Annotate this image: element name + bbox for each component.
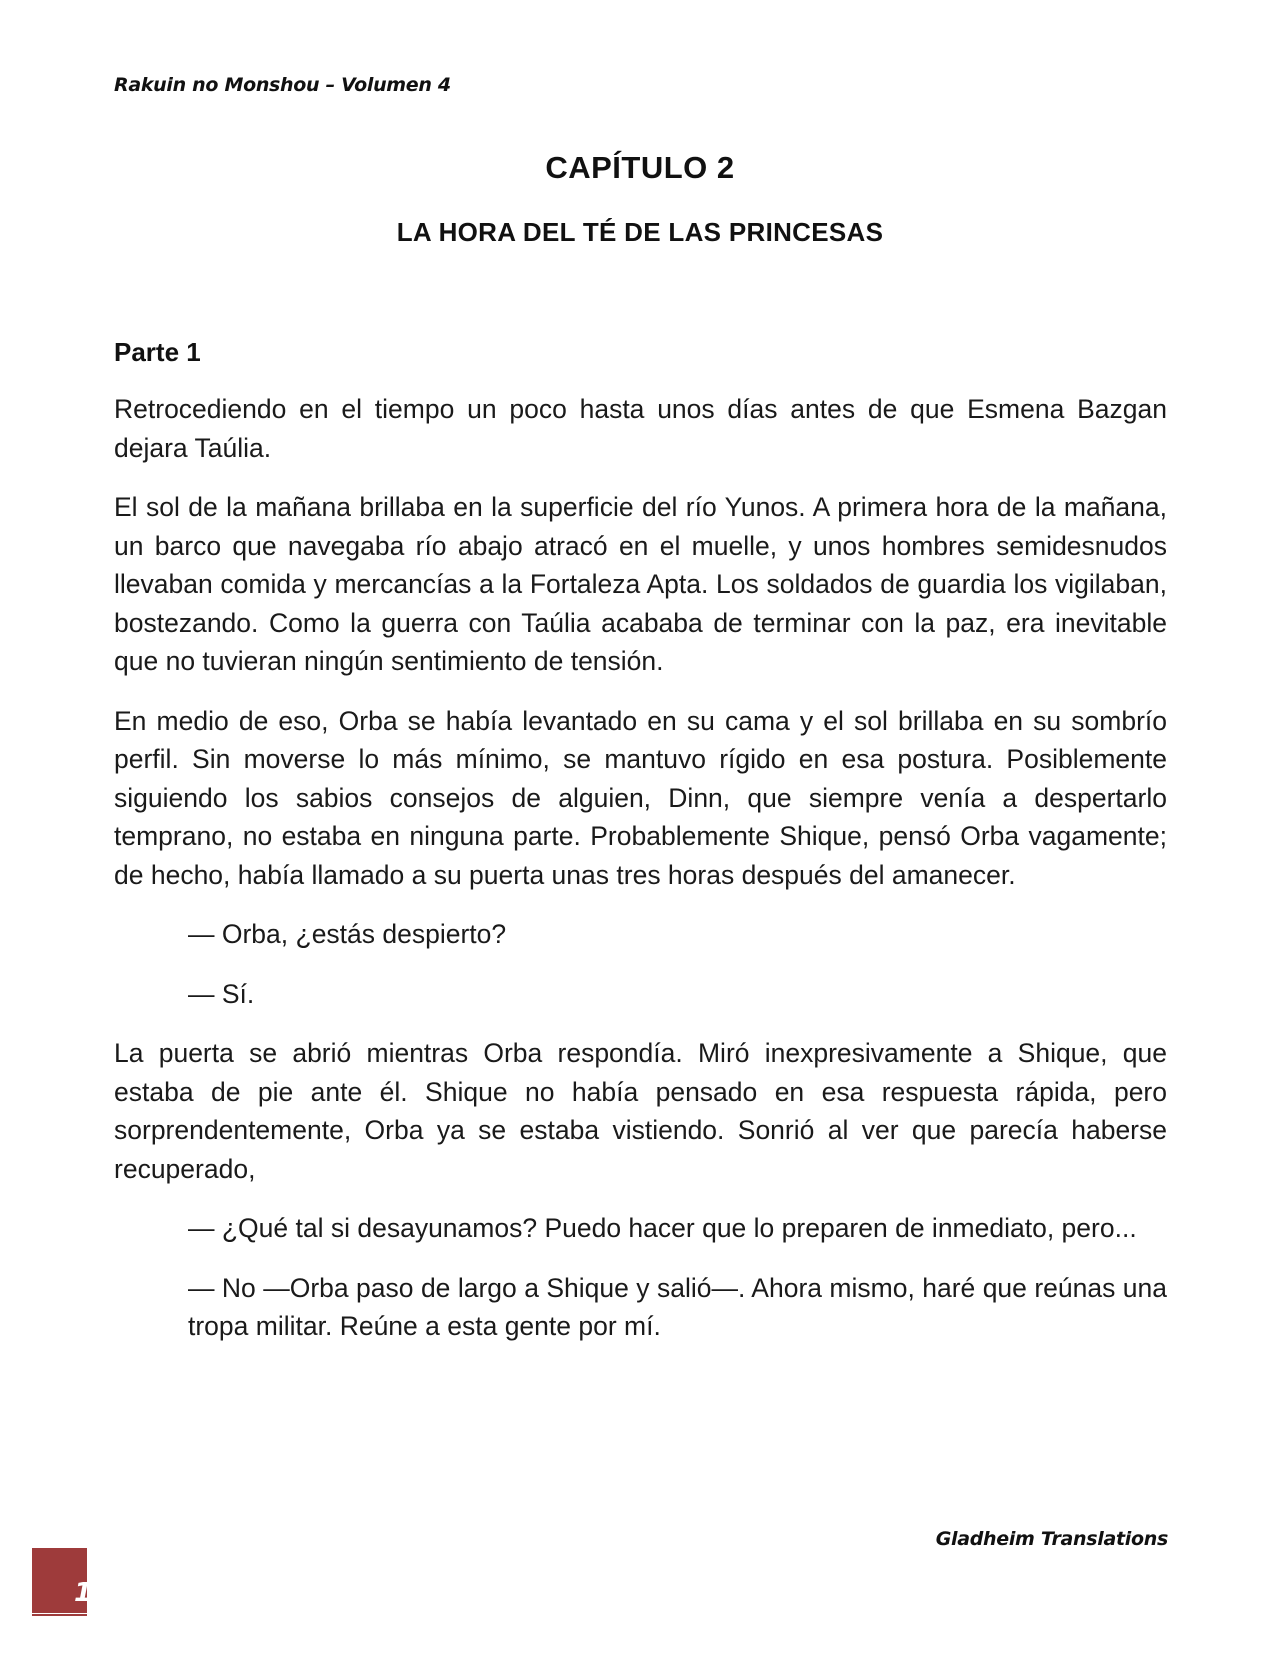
- chapter-title: CAPÍTULO 2: [545, 150, 735, 185]
- chapter-subtitle: LA HORA DEL TÉ DE LAS PRINCESAS: [396, 217, 884, 247]
- paragraph: Retrocediendo en el tiempo un poco hasta unos días antes de que Esmena Bazgan dejara Taúlia.: [114, 394, 1167, 463]
- body-text: [114, 390, 1167, 1367]
- page-number-underline: [32, 1614, 87, 1616]
- dialogue-line: — Sí.: [188, 978, 255, 1009]
- dialogue-line: — No —Orba paso de largo a Shique y salió—. Ahora mismo, haré que reúnas una tropa militar. Reúne a esta gente por mí.: [188, 1272, 1167, 1341]
- dialogue-line: — Orba, ¿estás despierto?: [188, 919, 507, 949]
- section-heading: Parte 1: [114, 337, 201, 367]
- paragraph: La puerta se abrió mientras Orba respondía. Miró inexpresivamente a Shique, que estaba de pie ante él. Shique no había pensado en esa respuesta rápida, pero sorprendentemente, Orba ya se estaba vistiendo. Sonrió al ver que parecía haberse recuperado,: [114, 1038, 1167, 1184]
- running-header: Rakuin no Monshou – Volumen 4: [114, 74, 451, 96]
- footer-credit: Gladheim Translations: [935, 1528, 1168, 1550]
- paragraph: En medio de eso, Orba se había levantado en su cama y el sol brillaba en su sombrío perfil. Sin moverse lo más mínimo, se mantuvo rígido en esa postura. Posiblemente siguiendo los sabios consejos de alguien, Dinn, que siempre venía a despertarlo temprano, no estaba en ninguna parte. Probablemente Shique, pensó Orba vagamente; de hecho, había llamado a su puerta unas tres horas después del amanecer.: [114, 705, 1167, 890]
- paragraph: El sol de la mañana brillaba en la superficie del río Yunos. A primera hora de la mañana, un barco que navegaba río abajo atracó en el muelle, y unos hombres semidesnudos llevaban comida y mercancías a la Fortaleza Apta. Los soldados de guardia los vigilaban, bostezando. Como la guerra con Taúlia acababa de terminar con la paz, era inevitable que no tuvieran ningún sentimiento de tensión.: [114, 492, 1167, 676]
- dialogue-line: — ¿Qué tal si desayunamos? Puedo hacer que lo preparen de inmediato, pero...: [188, 1213, 1137, 1243]
- page-number: 1: [74, 1578, 93, 1608]
